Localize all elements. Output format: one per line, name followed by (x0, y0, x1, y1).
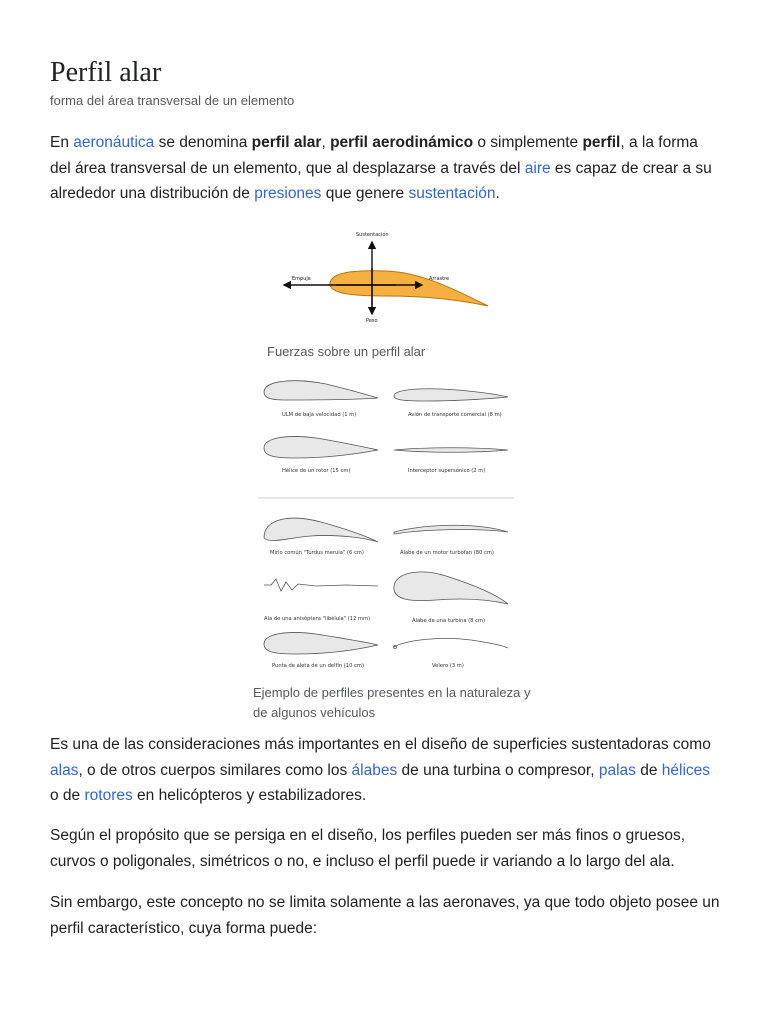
lift-label: Sustentación (356, 232, 389, 238)
text-span: es capaz de crear a su alrededor una distribución de (50, 159, 712, 202)
text-span: que genere (321, 185, 409, 202)
text-span: , (321, 134, 331, 151)
profile-label: Interceptor supersónico (2 m) (408, 468, 486, 474)
paragraph-4: Sin embargo, este concepto no se limita solamente a las aeronaves, ya que todo objeto posee un perfil característico, cuya forma puede: (50, 894, 720, 937)
figure2-caption-line2: de algunos vehículos (253, 705, 376, 720)
text-span: o simplemente (473, 134, 583, 151)
bold-perfil: perfil (582, 134, 621, 151)
profile-mirlo (264, 518, 378, 542)
glider-nose (394, 646, 397, 649)
profile-rotor (264, 436, 378, 458)
text-span: En (50, 134, 74, 151)
link-sustentacion[interactable]: sustentación (408, 185, 496, 202)
airfoil-shape (330, 271, 488, 306)
drag-label: Arrastre (429, 276, 450, 282)
figure2-caption (253, 683, 533, 723)
text-span: , o de otros cuerpos similares como los (78, 761, 352, 779)
bold-perfil-aerodinamico: perfil aerodinámico (330, 134, 474, 151)
paragraph-3: Según el propósito que se persiga en el diseño, los perfiles pueden ser más finos o gruesos, curvos o poligonales, simétricos o no, e incluso el perfil puede ir variando a lo largo del ala. (50, 827, 686, 870)
link-aire[interactable]: aire (524, 159, 551, 177)
profile-label: Álabe de una turbina (8 cm) (412, 618, 486, 624)
link-palas[interactable]: palas (598, 761, 636, 779)
link-helices[interactable]: hélices (661, 761, 711, 779)
intro-paragraph (50, 130, 720, 207)
profile-label: Álabe de un motor turbofan (80 cm) (400, 550, 494, 556)
text-span: Es una de las consideraciones más importantes en el diseño de superficies sustentadoras como (50, 736, 711, 753)
profile-label: ULM de baja velocidad (1 m) (282, 412, 357, 418)
text-span: se denomina (154, 134, 252, 151)
profile-label: Velero (3 m) (432, 663, 464, 669)
profile-label: Punta de aleta de un delfín (10 cm) (272, 663, 364, 669)
page-subtitle: forma del área transversal de un elemento (50, 93, 295, 108)
profile-supersonic (394, 448, 508, 453)
paragraph-2 (50, 732, 720, 809)
text-span: de una turbina o compresor, (397, 761, 599, 779)
weight-label: Peso (366, 318, 378, 324)
profile-label: Hélice de un rotor (15 cm) (282, 468, 351, 474)
profile-dragonfly (264, 579, 378, 591)
link-presiones[interactable]: presiones (254, 185, 322, 202)
figure2-caption-line1: Ejemplo de perfiles presentes en la naturaleza y (253, 685, 531, 700)
page-title: Perfil alar (50, 57, 162, 88)
link-alabes[interactable]: álabes (351, 761, 398, 779)
profile-turbine (394, 572, 508, 604)
text-span: en helicópteros y estabilizadores. (132, 787, 367, 804)
profile-turbofan (394, 525, 508, 534)
forces-diagram[interactable] (276, 228, 496, 328)
text-span: , a la forma del área transversal de un elemento, que al desplazarse a través del (50, 134, 698, 177)
text-span: de (635, 761, 662, 779)
profile-label: Ala de una anisóptera "libélula" (12 mm) (264, 616, 371, 622)
profile-label: Avión de transporte comercial (8 m) (408, 412, 502, 418)
profile-label: Mirlo común "Turdus merula" (6 cm) (270, 550, 364, 556)
profiles-figure[interactable] (256, 372, 518, 678)
link-aeronautica[interactable]: aeronáutica (73, 134, 155, 151)
profile-commercial (394, 389, 508, 401)
profile-glider (394, 638, 508, 648)
link-alas[interactable]: alas (50, 761, 79, 779)
thrust-label: Empuje (292, 276, 311, 282)
profile-dolphin (264, 632, 378, 654)
bold-perfil-alar: perfil alar (251, 134, 322, 151)
text-span: o de (50, 787, 85, 804)
profile-ulm (264, 381, 378, 400)
figure1-caption: Fuerzas sobre un perfil alar (267, 344, 426, 359)
text-span: . (495, 185, 500, 202)
link-rotores[interactable]: rotores (84, 787, 133, 804)
